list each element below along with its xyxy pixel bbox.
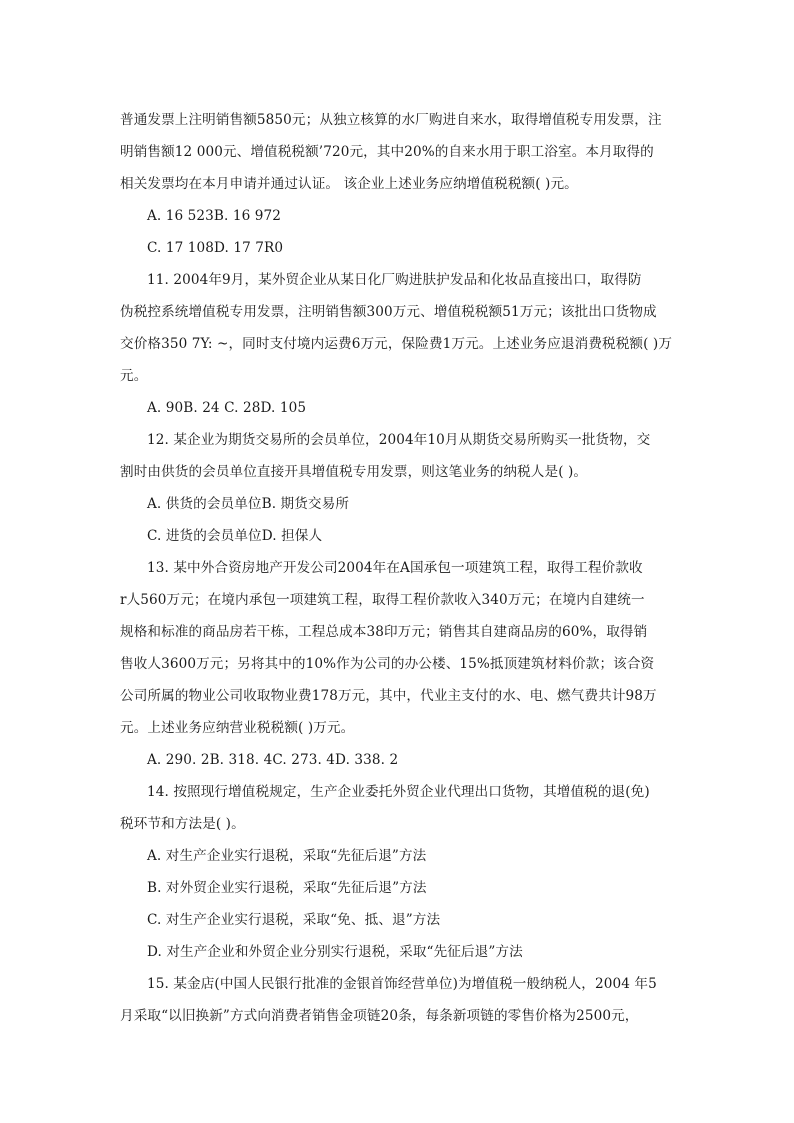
answer-options: C. 17 108D. 17 7R0 [147, 240, 284, 256]
question-13: 13. 某中外合资房地产开发公司2004年在A国承包一项建筑工程，取得工程价款收 [147, 560, 643, 576]
answer-options: A. 16 523B. 16 972 [147, 208, 282, 224]
text-line: 元。上述业务应纳营业税税额( )万元。 [120, 720, 355, 736]
answer-option-d: D. 对生产企业和外贸企业分别实行退税，采取“先征后退”方法 [147, 944, 523, 960]
text-line: 明销售额12 000元、增值税税额’720元，其中20%的自来水用于职工浴室。本月取得的 [120, 144, 654, 160]
answer-options: A. 290. 2B. 318. 4C. 273. 4D. 338. 2 [147, 752, 399, 768]
text-line: 相关发票均在本月申请并通过认证。 该企业上述业务应纳增值税税额( )元。 [120, 176, 578, 192]
answer-option-b: B. 对外贸企业实行退税，采取“先征后退”方法 [147, 880, 427, 896]
text-line: 月采取“以旧换新”方式向消费者销售金项链20条，每条新项链的零售价格为2500元， [120, 1008, 639, 1024]
text-line: 普通发票上注明销售额5850元；从独立核算的水厂购进自来水，取得增值税专用发票，注 [120, 112, 662, 128]
question-15: 15. 某金店(中国人民银行批准的金银首饰经营单位)为增值税一般纳税人，2004 年5 [147, 976, 657, 992]
text-line: 规格和标准的商品房若干栋，工程总成本38印万元；销售其自建商品房的60%，取得销 [120, 624, 648, 640]
text-line: 税环节和方法是( )。 [120, 816, 245, 832]
text-line: 交价格350 7Y: ~，同时支付境内运费6万元，保险费1万元。上述业务应退消费税税额( )万 [120, 336, 673, 352]
question-14: 14. 按照现行增值税规定，生产企业委托外贸企业代理出口货物，其增值税的退(免) [147, 784, 650, 800]
answer-option-c: C. 对生产企业实行退税，采取“免、抵、退”方法 [147, 912, 441, 928]
question-11: 11. 2004年9月，某外贸企业从某日化厂购进肤护发品和化妆品直接出口，取得防 [147, 272, 642, 288]
answer-options: A. 90B. 24 C. 28D. 105 [147, 400, 307, 416]
answer-option-a: A. 对生产企业实行退税，采取“先征后退”方法 [147, 848, 427, 864]
text-line: 售收人3600万元；另将其中的10%作为公司的办公楼、15%抵顶建筑材料价款；该合资 [120, 656, 655, 672]
text-line: 元。 [120, 368, 148, 384]
text-line: 公司所属的物业公司收取物业费178万元，其中，代业主支付的水、电、燃气费共计98万 [120, 688, 657, 704]
answer-options: A. 供货的会员单位B. 期货交易所 [147, 496, 350, 512]
question-12: 12. 某企业为期货交易所的会员单位，2004年10月从期货交易所购买一批货物，交 [147, 432, 651, 448]
text-line: 割时由供货的会员单位直接开具增值税专用发票，则这笔业务的纳税人是( )。 [120, 464, 588, 480]
answer-options: C. 进货的会员单位D. 担保人 [147, 528, 323, 544]
text-line: r人560万元；在境内承包一项建筑工程，取得工程价款收入340万元；在境内自建统一 [120, 592, 645, 608]
text-line: 伪税控系统增值税专用发票，注明销售额300万元、增值税税额51万元；该批出口货物成 [120, 304, 657, 320]
